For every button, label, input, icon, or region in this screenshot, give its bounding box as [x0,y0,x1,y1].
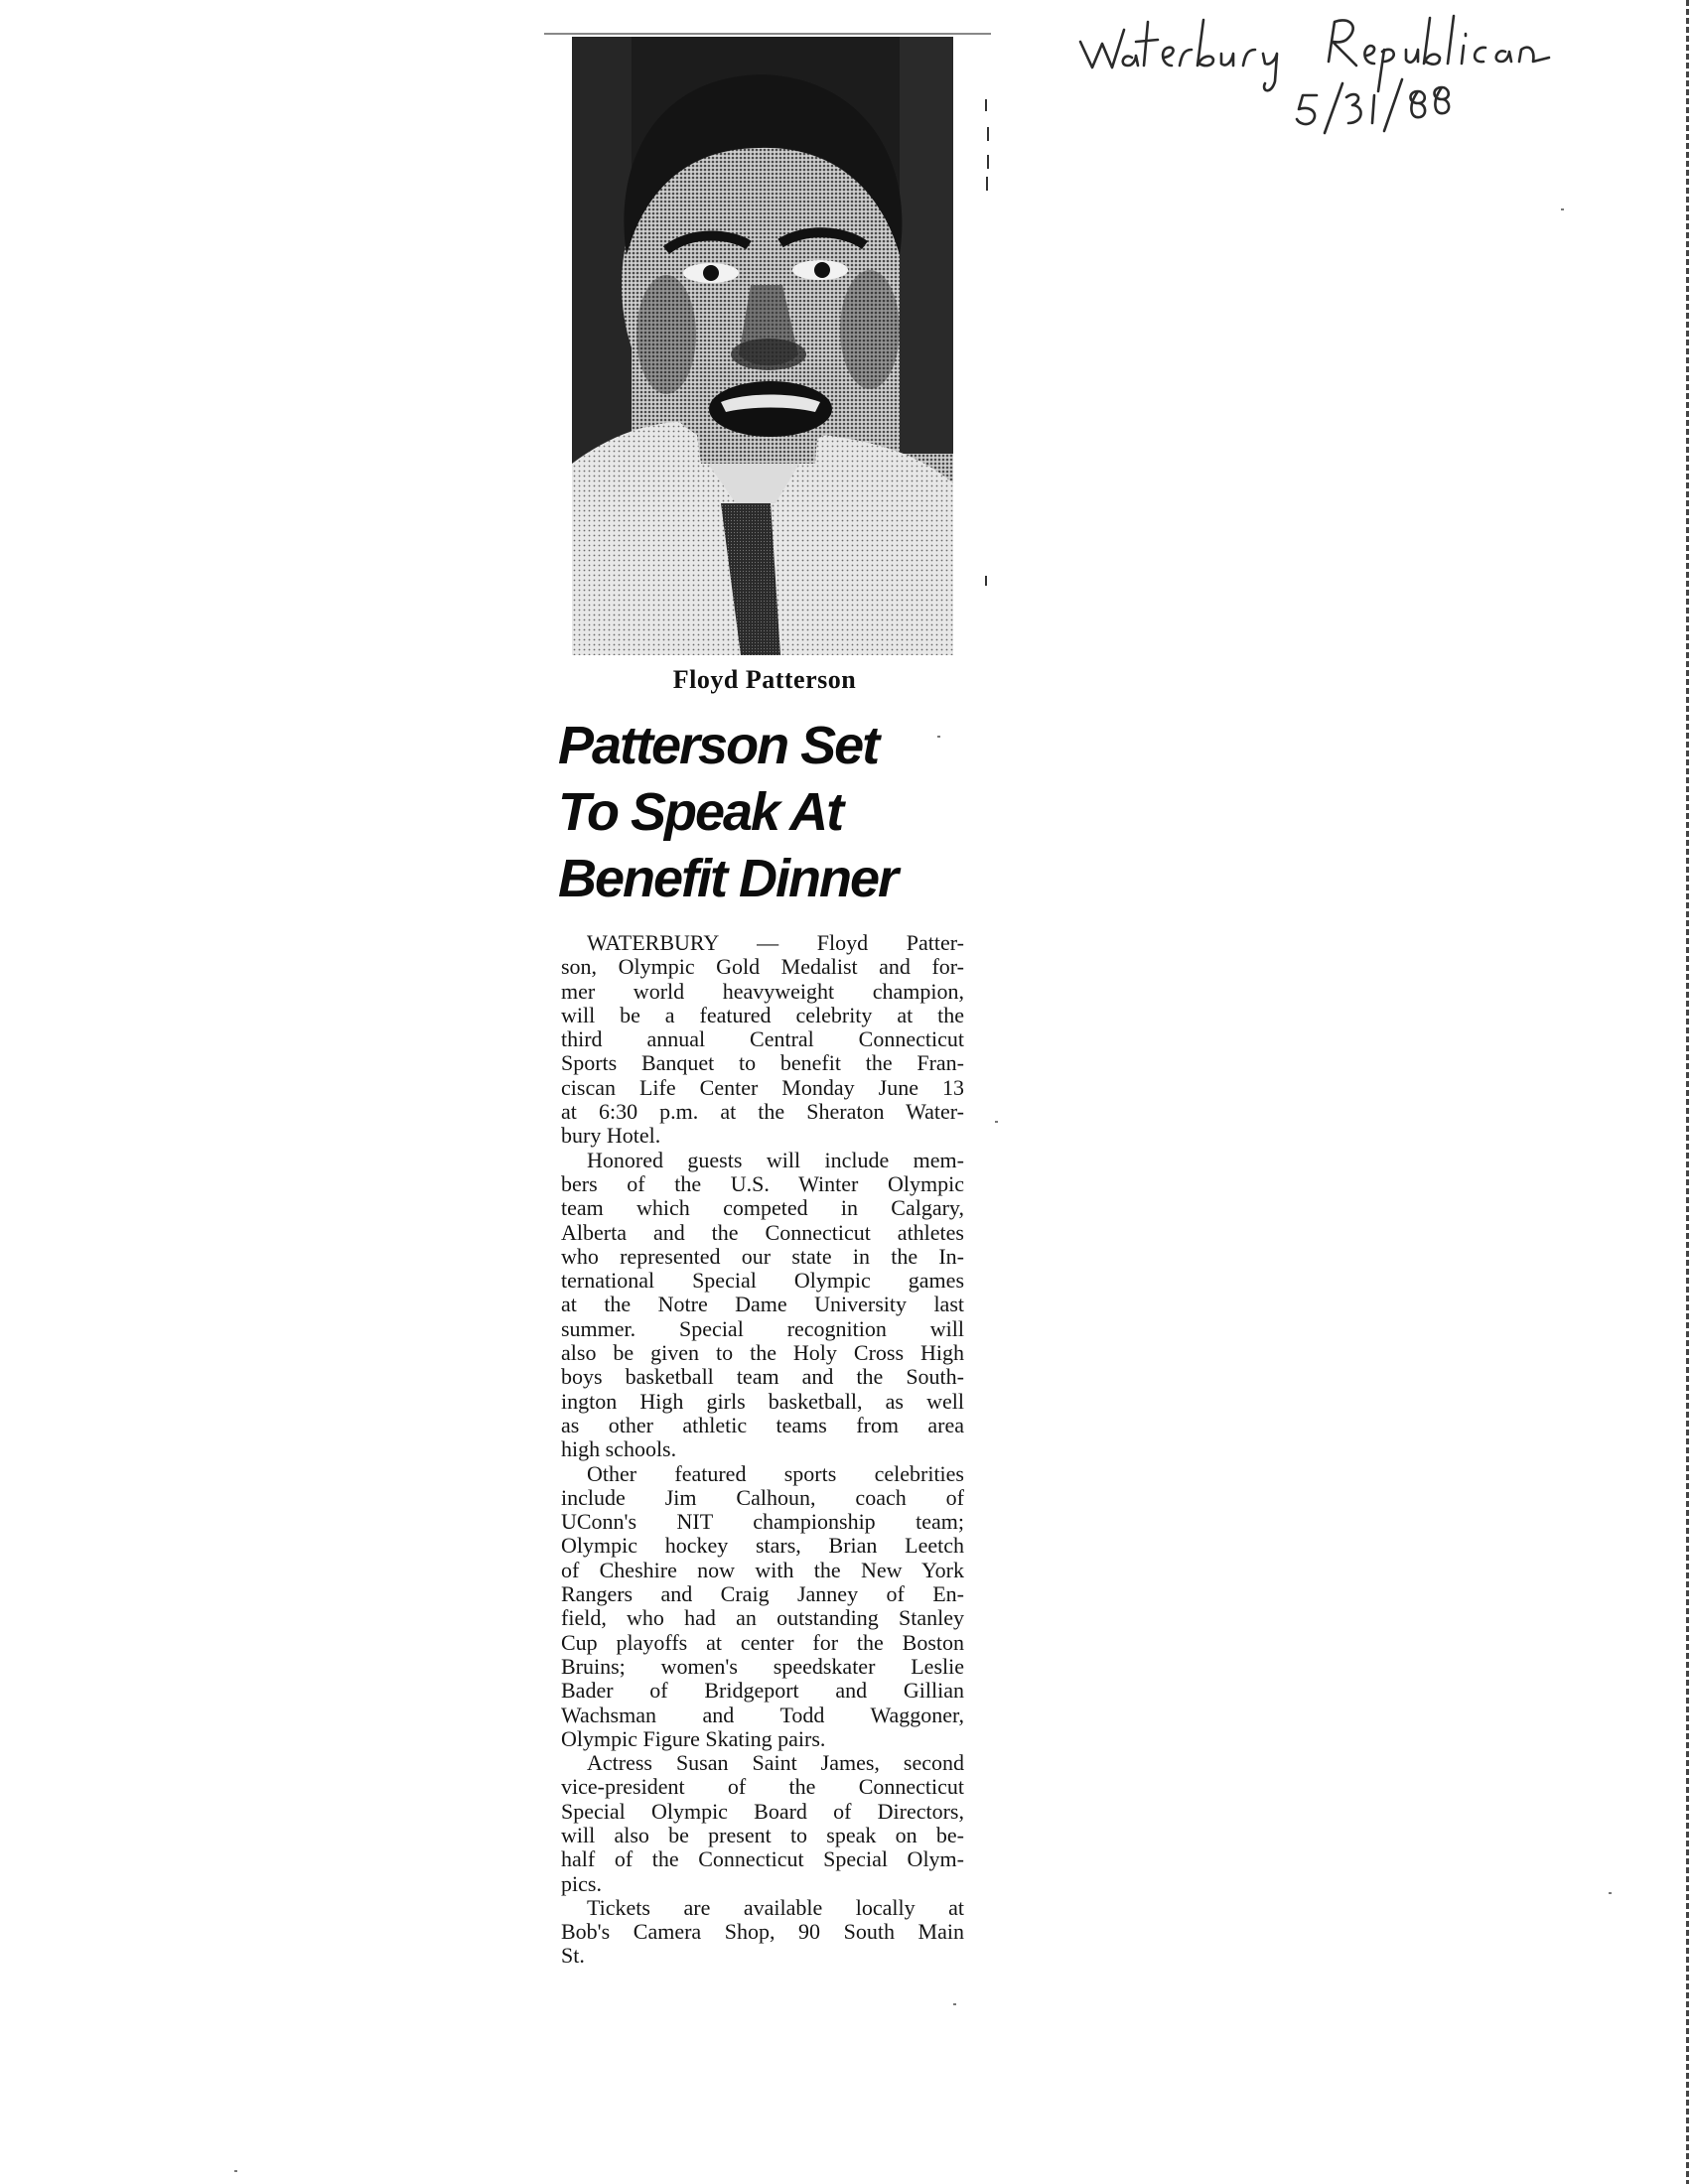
article-line: boys basketball team and the South- [561,1364,964,1390]
article-line: Special Olympic Board of Directors, [561,1798,964,1824]
scan-speck [1561,208,1564,210]
article-line: Honored guests will include mem- [587,1147,964,1172]
headline-line: Benefit Dinner [558,849,898,908]
article-line: Bader of Bridgeport and Gillian [561,1678,964,1704]
article-line: Bob's Camera Shop, 90 South Main [561,1919,964,1945]
article-line: Wachsman and Todd Waggoner, [561,1702,964,1727]
headline-line: To Speak At [558,782,843,842]
article-line: Sports Banquet to benefit the Fran- [561,1050,964,1076]
headline-line: Patterson Set [558,716,879,775]
article-line: son, Olympic Gold Medalist and for- [561,954,964,980]
article-line: field, who had an outstanding Stanley [561,1605,964,1631]
article-line: of Cheshire now with the New York [561,1557,964,1582]
article-line: bury Hotel. [561,1123,661,1149]
article-line: vice-president of the Connecticut [561,1774,964,1800]
article-line: Tickets are available locally at [587,1894,964,1920]
scan-speck [1609,1892,1612,1894]
article-line: summer. Special recognition will [561,1315,964,1341]
handwritten-annotation [1072,0,1609,149]
article-line: ternational Special Olympic games [561,1268,964,1294]
article-line: WATERBURY — Floyd Patter- [587,930,964,955]
headline [558,713,975,912]
scan-speck [234,2170,237,2172]
article-line: mer world heavyweight champion, [561,978,964,1004]
article-line: will also be present to speak on be- [561,1822,964,1847]
scan-speck [953,2003,956,2005]
clipping-top-rule [544,33,991,35]
article-line: ington High girls basketball, as well [561,1388,964,1414]
article-line: half of the Connecticut Special Olym- [561,1846,964,1872]
article-line: Alberta and the Connecticut athletes [561,1219,964,1245]
page-right-edge [1686,0,1689,2184]
article-line: St. [561,1943,585,1969]
article-body [561,931,964,1969]
scan-speck [995,1121,998,1123]
article-line: Actress Susan Saint James, second [587,1750,964,1776]
article-line: will be a featured celebrity at the [561,1002,964,1027]
article-line: pics. [561,1870,602,1896]
article-line: include Jim Calhoun, coach of [561,1484,964,1510]
article-line: team which competed in Calgary, [561,1195,964,1221]
article-line: as other athletic teams from area [561,1412,964,1437]
article-line: at 6:30 p.m. at the Sheraton Water- [561,1099,964,1125]
scan-edge-marks [983,60,993,655]
scan-speck [937,736,940,738]
portrait-photo [572,37,953,655]
article-line: Olympic Figure Skating pairs. [561,1725,826,1751]
article-line: also be given to the Holy Cross High [561,1340,964,1366]
article-line: Rangers and Craig Janney of En- [561,1581,964,1607]
article-line: Other featured sports celebrities [587,1460,964,1486]
article-line: at the Notre Dame University last [561,1292,964,1317]
article-line: Cup playoffs at center for the Boston [561,1629,964,1655]
article-line: bers of the U.S. Winter Olympic [561,1170,964,1196]
article-line: who represented our state in the In- [561,1243,964,1269]
article-line: third annual Central Connecticut [561,1026,964,1052]
article-line: Olympic hockey stars, Brian Leetch [561,1533,964,1559]
article-line: Bruins; women's speedskater Leslie [561,1653,964,1679]
article-line: ciscan Life Center Monday June 13 [561,1074,964,1100]
photo-caption: Floyd Patterson [672,665,857,694]
article-line: high schools. [561,1436,677,1462]
article-line: UConn's NIT championship team; [561,1509,964,1535]
